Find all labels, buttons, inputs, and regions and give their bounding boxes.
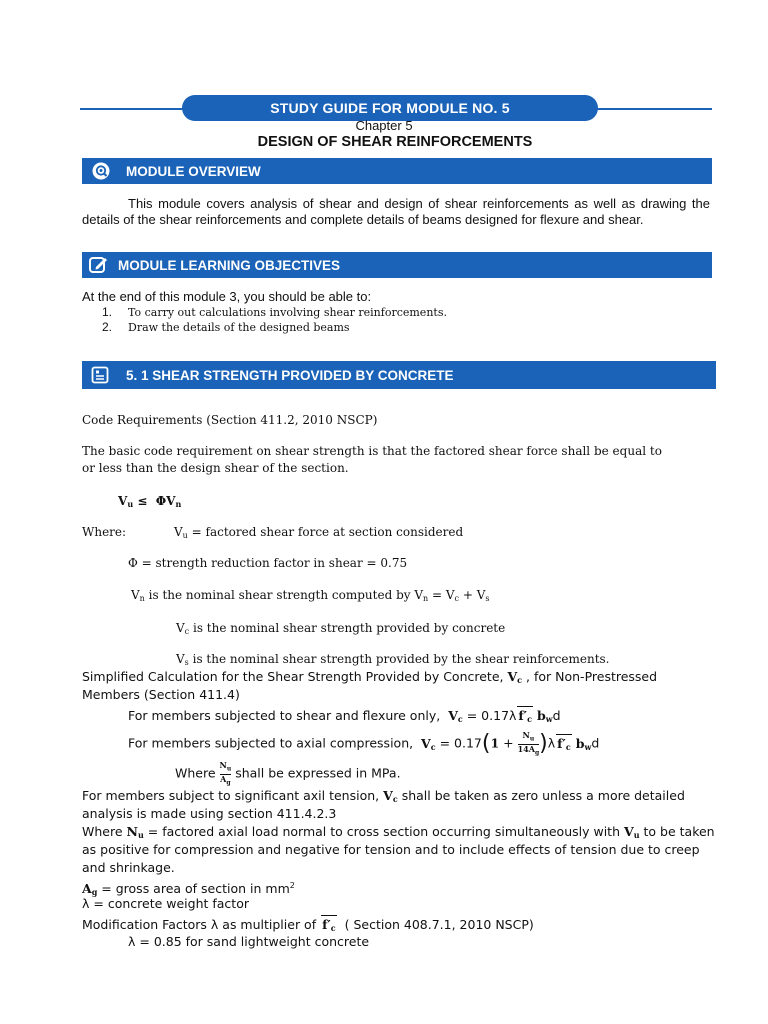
- axial-compression-formula: For members subjected to axial compression, $V_c = 0.17(1$ + $\frac{N_u}{14A_g}$ )λ $f'_c$ $b_wd$: [128, 730, 600, 757]
- modification-factors-text: Modification Factors λ as multiplier of: [82, 917, 317, 932]
- nu-definition-suffix: to be taken: [643, 824, 715, 839]
- objectives-list: [102, 305, 447, 335]
- objective-text: To carry out calculations involving shear reinforcements.: [128, 306, 447, 319]
- basic-requirement-line2: or less than the design shear of the section.: [82, 461, 349, 475]
- nu-definition-text: = factored axial load normal to cross section occurring simultaneously with: [147, 824, 621, 839]
- simplified-calc-line2: Members (Section 411.4): [82, 687, 240, 702]
- module-overview-banner: [82, 158, 712, 184]
- search-gear-icon: [82, 158, 120, 184]
- ag-definition: $A_g$ = gross area of section in $mm^2$: [82, 881, 295, 898]
- vu-definition-text: = factored shear force at section considered: [191, 525, 464, 539]
- ag-definition-text: = gross area of section in mm: [101, 881, 290, 897]
- mpa-note: [175, 761, 401, 787]
- objectives-intro: At the end of this module 3, you should be able to:: [82, 289, 372, 304]
- code-requirements: Code Requirements (Section 411.2, 2010 NSCP): [82, 413, 378, 427]
- modification-factors: Modification Factors λ as multiplier of $f'_c$ ( Section 408.7.1, 2010 NSCP): [82, 915, 534, 937]
- objective-number: 1.: [102, 305, 113, 319]
- where-label: Where:: [82, 525, 127, 539]
- nu-definition-line2: as positive for compression and negative for tension and to include effects of tension due to creep: [82, 842, 700, 857]
- section-5-1-banner: [82, 361, 716, 389]
- tension-line1: For members subject to significant axil tension, $V_c$ shall be taken as zero unless a more detailed: [82, 788, 685, 804]
- vc-definition-text: is the nominal shear strength provided by concrete: [192, 621, 506, 635]
- nu-over-ag-fraction: $\frac{N_u}{A_g}$: [219, 760, 232, 787]
- vu-definition: $V_u$ = factored shear force at section considered: [174, 525, 464, 540]
- edit-note-icon: [82, 252, 114, 278]
- module-title: STUDY GUIDE FOR MODULE NO. 5: [270, 100, 510, 116]
- lambda-value: λ = 0.85 for sand lightweight concrete: [128, 934, 370, 949]
- module-overview-heading: MODULE OVERVIEW: [126, 163, 261, 179]
- lambda-definition: λ = concrete weight factor: [82, 896, 249, 911]
- tension-suffix: shall be taken as zero unless a more detailed: [401, 788, 685, 803]
- simplified-calc-text: Simplified Calculation for the Shear Strength Provided by Concrete,: [82, 669, 504, 684]
- phi-definition-text: = strength reduction factor in shear = 0.75: [141, 556, 408, 570]
- learning-objectives-heading: MODULE LEARNING OBJECTIVES: [118, 257, 341, 273]
- vc-definition: $V_c$ is the nominal shear strength provided by concrete: [176, 621, 506, 636]
- main-inequality: $V_u \le \Phi V_n$: [118, 494, 182, 509]
- phi-definition: Φ = strength reduction factor in shear = 0.75: [128, 556, 408, 570]
- axial-compression-text: For members subjected to axial compression,: [128, 735, 414, 751]
- vs-definition-text: is the nominal shear strength provided by the shear reinforcements.: [192, 652, 610, 666]
- objective-text: Draw the details of the designed beams: [128, 321, 350, 334]
- objective-item: [102, 320, 447, 335]
- tension-text: For members subject to significant axil tension,: [82, 788, 380, 803]
- nu-definition-line1: Where $N_u$ = factored axial load normal to cross section occurring simultaneously with $V_u$ to be taken: [82, 824, 715, 840]
- learning-objectives-banner: [82, 252, 712, 278]
- nu-over-14ag-fraction: $\frac{N_u}{14A_g}$: [517, 730, 540, 757]
- design-title: DESIGN OF SHEAR REINFORCEMENTS: [257, 134, 533, 150]
- where-short-label: Where: [175, 765, 216, 781]
- modification-factors-ref: ( Section 408.7.1, 2010 NSCP): [344, 917, 534, 932]
- vs-definition: $V_s$ is the nominal shear strength provided by the shear reinforcements.: [176, 652, 610, 667]
- nu-definition-line3: and shrinkage.: [82, 860, 175, 875]
- shear-flexure-text: For members subjected to shear and flexure only,: [128, 708, 441, 723]
- mpa-note-text: shall be expressed in MPa.: [235, 765, 401, 781]
- section-heading: 5. 1 SHEAR STRENGTH PROVIDED BY CONCRETE: [126, 367, 454, 383]
- chapter-label: Chapter 5: [355, 118, 413, 133]
- objective-number: 2.: [102, 320, 113, 334]
- document-list-icon: [82, 361, 118, 389]
- tension-line2: analysis is made using section 411.4.2.3: [82, 806, 337, 821]
- simplified-calc-suffix: , for Non-Prestressed: [526, 669, 658, 684]
- simplified-calc-line1: Simplified Calculation for the Shear Strength Provided by Concrete, $V_c$ , for Non-Prestressed: [82, 669, 658, 685]
- objective-item: [102, 305, 447, 320]
- vn-definition-text: is the nominal shear strength computed by: [148, 588, 411, 602]
- vn-definition: $V_n$ is the nominal shear strength computed by $V_n = V_c + V_s$: [131, 588, 490, 603]
- basic-requirement-line1: The basic code requirement on shear strength is that the factored shear force shall be equal to: [82, 444, 662, 458]
- overview-text: This module covers analysis of shear and design of shear reinforcements as well as drawing the details of the shear reinforcements and complete details of beams designed for flexure and shear.: [82, 196, 710, 227]
- shear-flexure-formula: For members subjected to shear and flexure only, $V_c = 0.17\lambda$ $f'_c$ $b_wd$: [128, 706, 561, 728]
